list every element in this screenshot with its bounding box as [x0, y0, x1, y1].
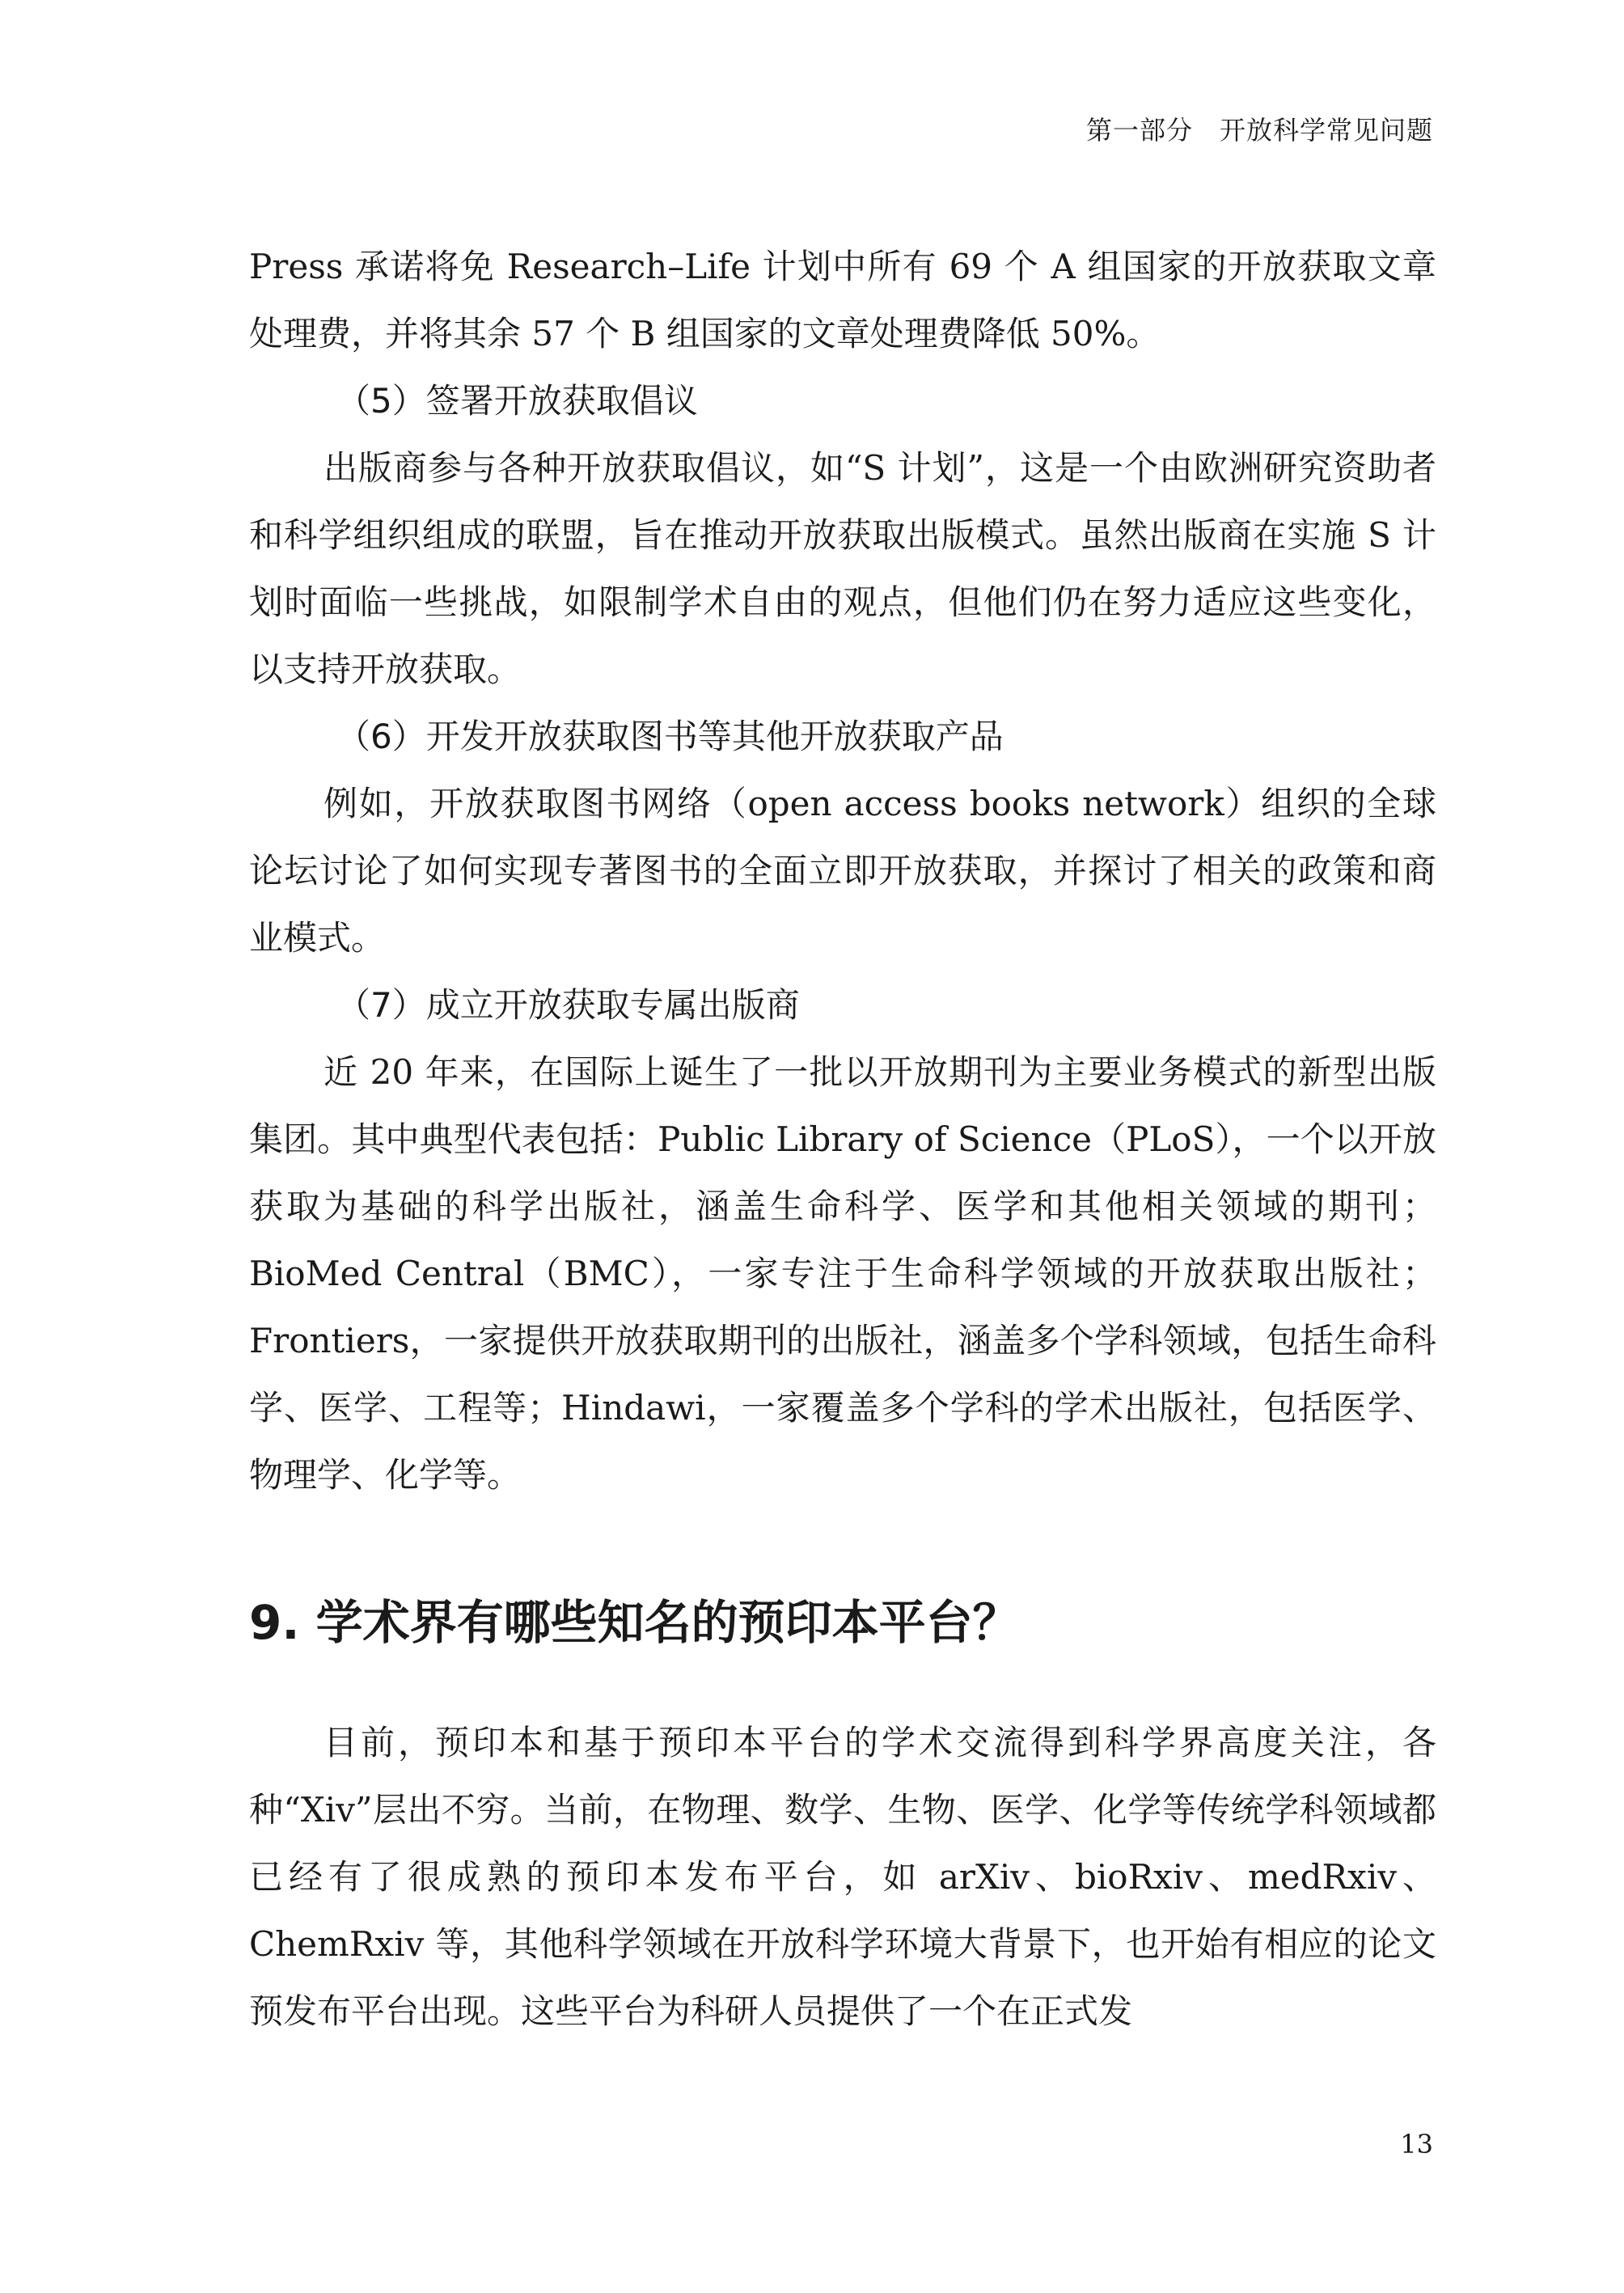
section-title: 9. 学术界有哪些知名的预印本平台？ — [249, 1595, 1020, 1650]
paragraph-7: 近 20 年来，在国际上诞生了一批以开放期刊为主要业务模式的新型出版集团。其中典型代表包括：Public Library of Science（PLoS），一个以开放获取为基础的科学出版社，涵盖生命科学、医学和其他相关领域的期刊；BioMed Central（BMC），一家专注于生命科学领域的开放获取出版社；Frontiers，一家提供开放获取期刊的出版社，涵盖多个学科领域，包括生命科学、医学、工程等；Hindawi，一家覆盖多个学科的学术出版社，包括医学、物理学、化学等。 — [249, 1052, 1436, 1495]
running-header: 第一部分 开放科学常见问题 — [1085, 115, 1433, 146]
paragraph-continued: Press 承诺将免 Research–Life 计划中所有 69 个 A 组国家的开放获取文章处理费，并将其余 57 个 B 组国家的文章处理费降低 50%。 — [249, 247, 1436, 353]
paragraph-6: 例如，开放获取图书网络（open access books network）组织的全球论坛讨论了如何实现专著图书的全面立即开放获取，并探讨了相关的政策和商业模式。 — [249, 784, 1436, 958]
page-number: 13 — [1400, 2129, 1433, 2160]
subheading-7: （7）成立开放获取专属出版商 — [336, 985, 800, 1025]
subheading-6: （6）开发开放获取图书等其他开放获取产品 — [336, 717, 1004, 756]
paragraph-9: 目前，预印本和基于预印本平台的学术交流得到科学界高度关注，各种“Xiv”层出不穷。当前，在物理、数学、生物、医学、化学等传统学科领域都已经有了很成熟的预印本发布平台，如 arXiv、bioRxiv、medRxiv、ChemRxiv 等，其他科学领域在开放科学环境大背景下，也开始有相应的论文预发布平台出现。这些平台为科研人员提供了一个在正式发 — [249, 1723, 1436, 2031]
paragraph-5: 出版商参与各种开放获取倡议，如“S 计划”，这是一个由欧洲研究资助者和科学组织组成的联盟，旨在推动开放获取出版模式。虽然出版商在实施 S 计划时面临一些挑战，如限制学术自由的观点，但他们仍在努力适应这些变化，以支持开放获取。 — [249, 448, 1436, 689]
subheading-5: （5）签署开放获取倡议 — [336, 381, 698, 421]
page-body — [249, 233, 1436, 2045]
